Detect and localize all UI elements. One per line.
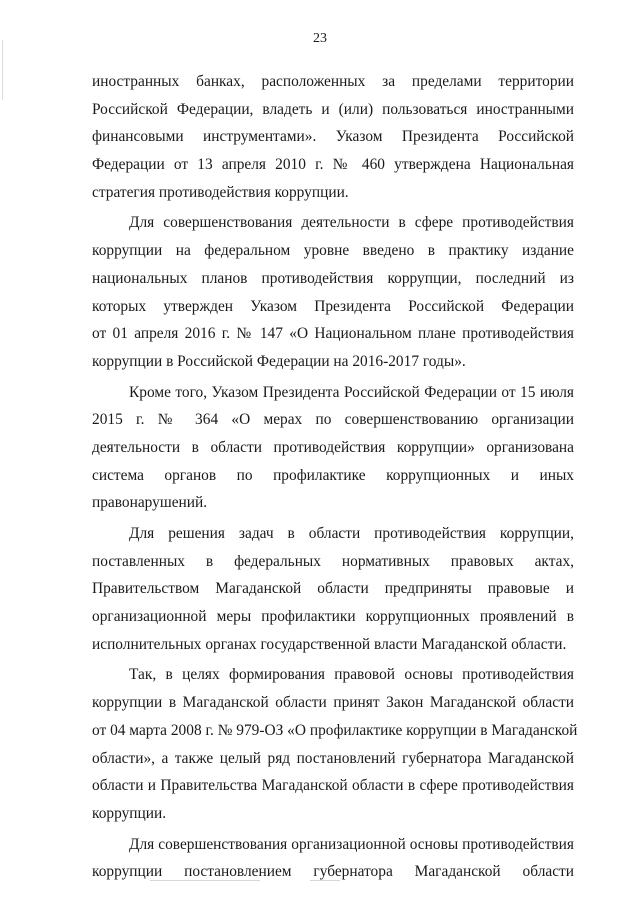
- paragraph-4: [92, 520, 574, 658]
- text-line: коррупции.: [92, 804, 167, 822]
- page-number: 23: [313, 31, 327, 46]
- text-line: стратегия противодействия коррупции.: [92, 183, 349, 201]
- text-line: области», а также целый ряд постановлений губернатора Магаданской: [92, 749, 574, 767]
- text-line: правонарушений.: [92, 494, 208, 512]
- text-line: исполнительных органах государственной власти Магаданской области.: [92, 635, 567, 653]
- paragraph-6: [92, 831, 574, 886]
- paragraph-2: [92, 209, 574, 375]
- text-line: коррупции в Российской Федерации на 2016-2017 годы».: [92, 352, 466, 370]
- text-line: Для совершенствования организационной основы противодействия: [129, 835, 574, 853]
- text-line: 2015 г. № 364 «О мерах по совершенствованию организации: [92, 411, 574, 429]
- paragraph-5: [92, 661, 578, 827]
- text-line: иностранных банках, расположенных за пределами территории: [92, 73, 574, 90]
- scan-mark: [310, 880, 340, 881]
- text-line: Федерации от 13 апреля 2010 г. № 460 утверждена Национальная: [92, 156, 574, 174]
- text-line: которых утвержден Указом Президента Российской Федерации: [92, 297, 574, 315]
- body-text: [92, 68, 578, 889]
- text-line: от 01 апреля 2016 г. № 147 «О Национальном плане противодействия: [92, 325, 574, 343]
- text-line: национальных планов противодействия коррупции, последний из: [92, 269, 574, 287]
- text-line: организационной меры профилактики коррупционных проявлений в: [92, 608, 574, 626]
- scan-mark: [2, 40, 3, 100]
- text-line: Так, в целях формирования правовой основы противодействия: [129, 666, 574, 684]
- text-line: от 04 марта 2008 г. № 979-ОЗ «О профилактике коррупции в Магаданской: [92, 721, 578, 739]
- text-line: деятельности в области противодействия коррупции» организована: [92, 438, 574, 456]
- text-line: Российской Федерации, владеть и (или) пользоваться иностранными: [92, 100, 574, 118]
- paragraph-3: [92, 379, 574, 517]
- text-line: Кроме того, Указом Президента Российской Федерации от 15 июля: [129, 383, 574, 401]
- paragraph-1: [92, 68, 574, 206]
- text-line: система органов по профилактике коррупционных и иных: [92, 466, 574, 484]
- text-line: области и Правительства Магаданской области в сфере противодействия: [92, 777, 574, 795]
- text-line: Для совершенствования деятельности в сфере противодействия: [129, 214, 574, 232]
- text-line: поставленных в федеральных нормативных правовых актах,: [92, 552, 574, 570]
- scan-mark: [150, 880, 260, 881]
- text-line: коррупции постановлением губернатора Магаданской области: [92, 863, 574, 881]
- text-line: коррупции на федеральном уровне введено в практику издание: [92, 242, 574, 260]
- text-line: Правительством Магаданской области предприняты правовые и: [92, 580, 574, 598]
- text-line: Для решения задач в области противодействия коррупции,: [129, 525, 574, 542]
- text-line: финансовыми инструментами». Указом Президента Российской: [92, 128, 574, 146]
- text-line: коррупции в Магаданской области принят Закон Магаданской области: [92, 694, 574, 712]
